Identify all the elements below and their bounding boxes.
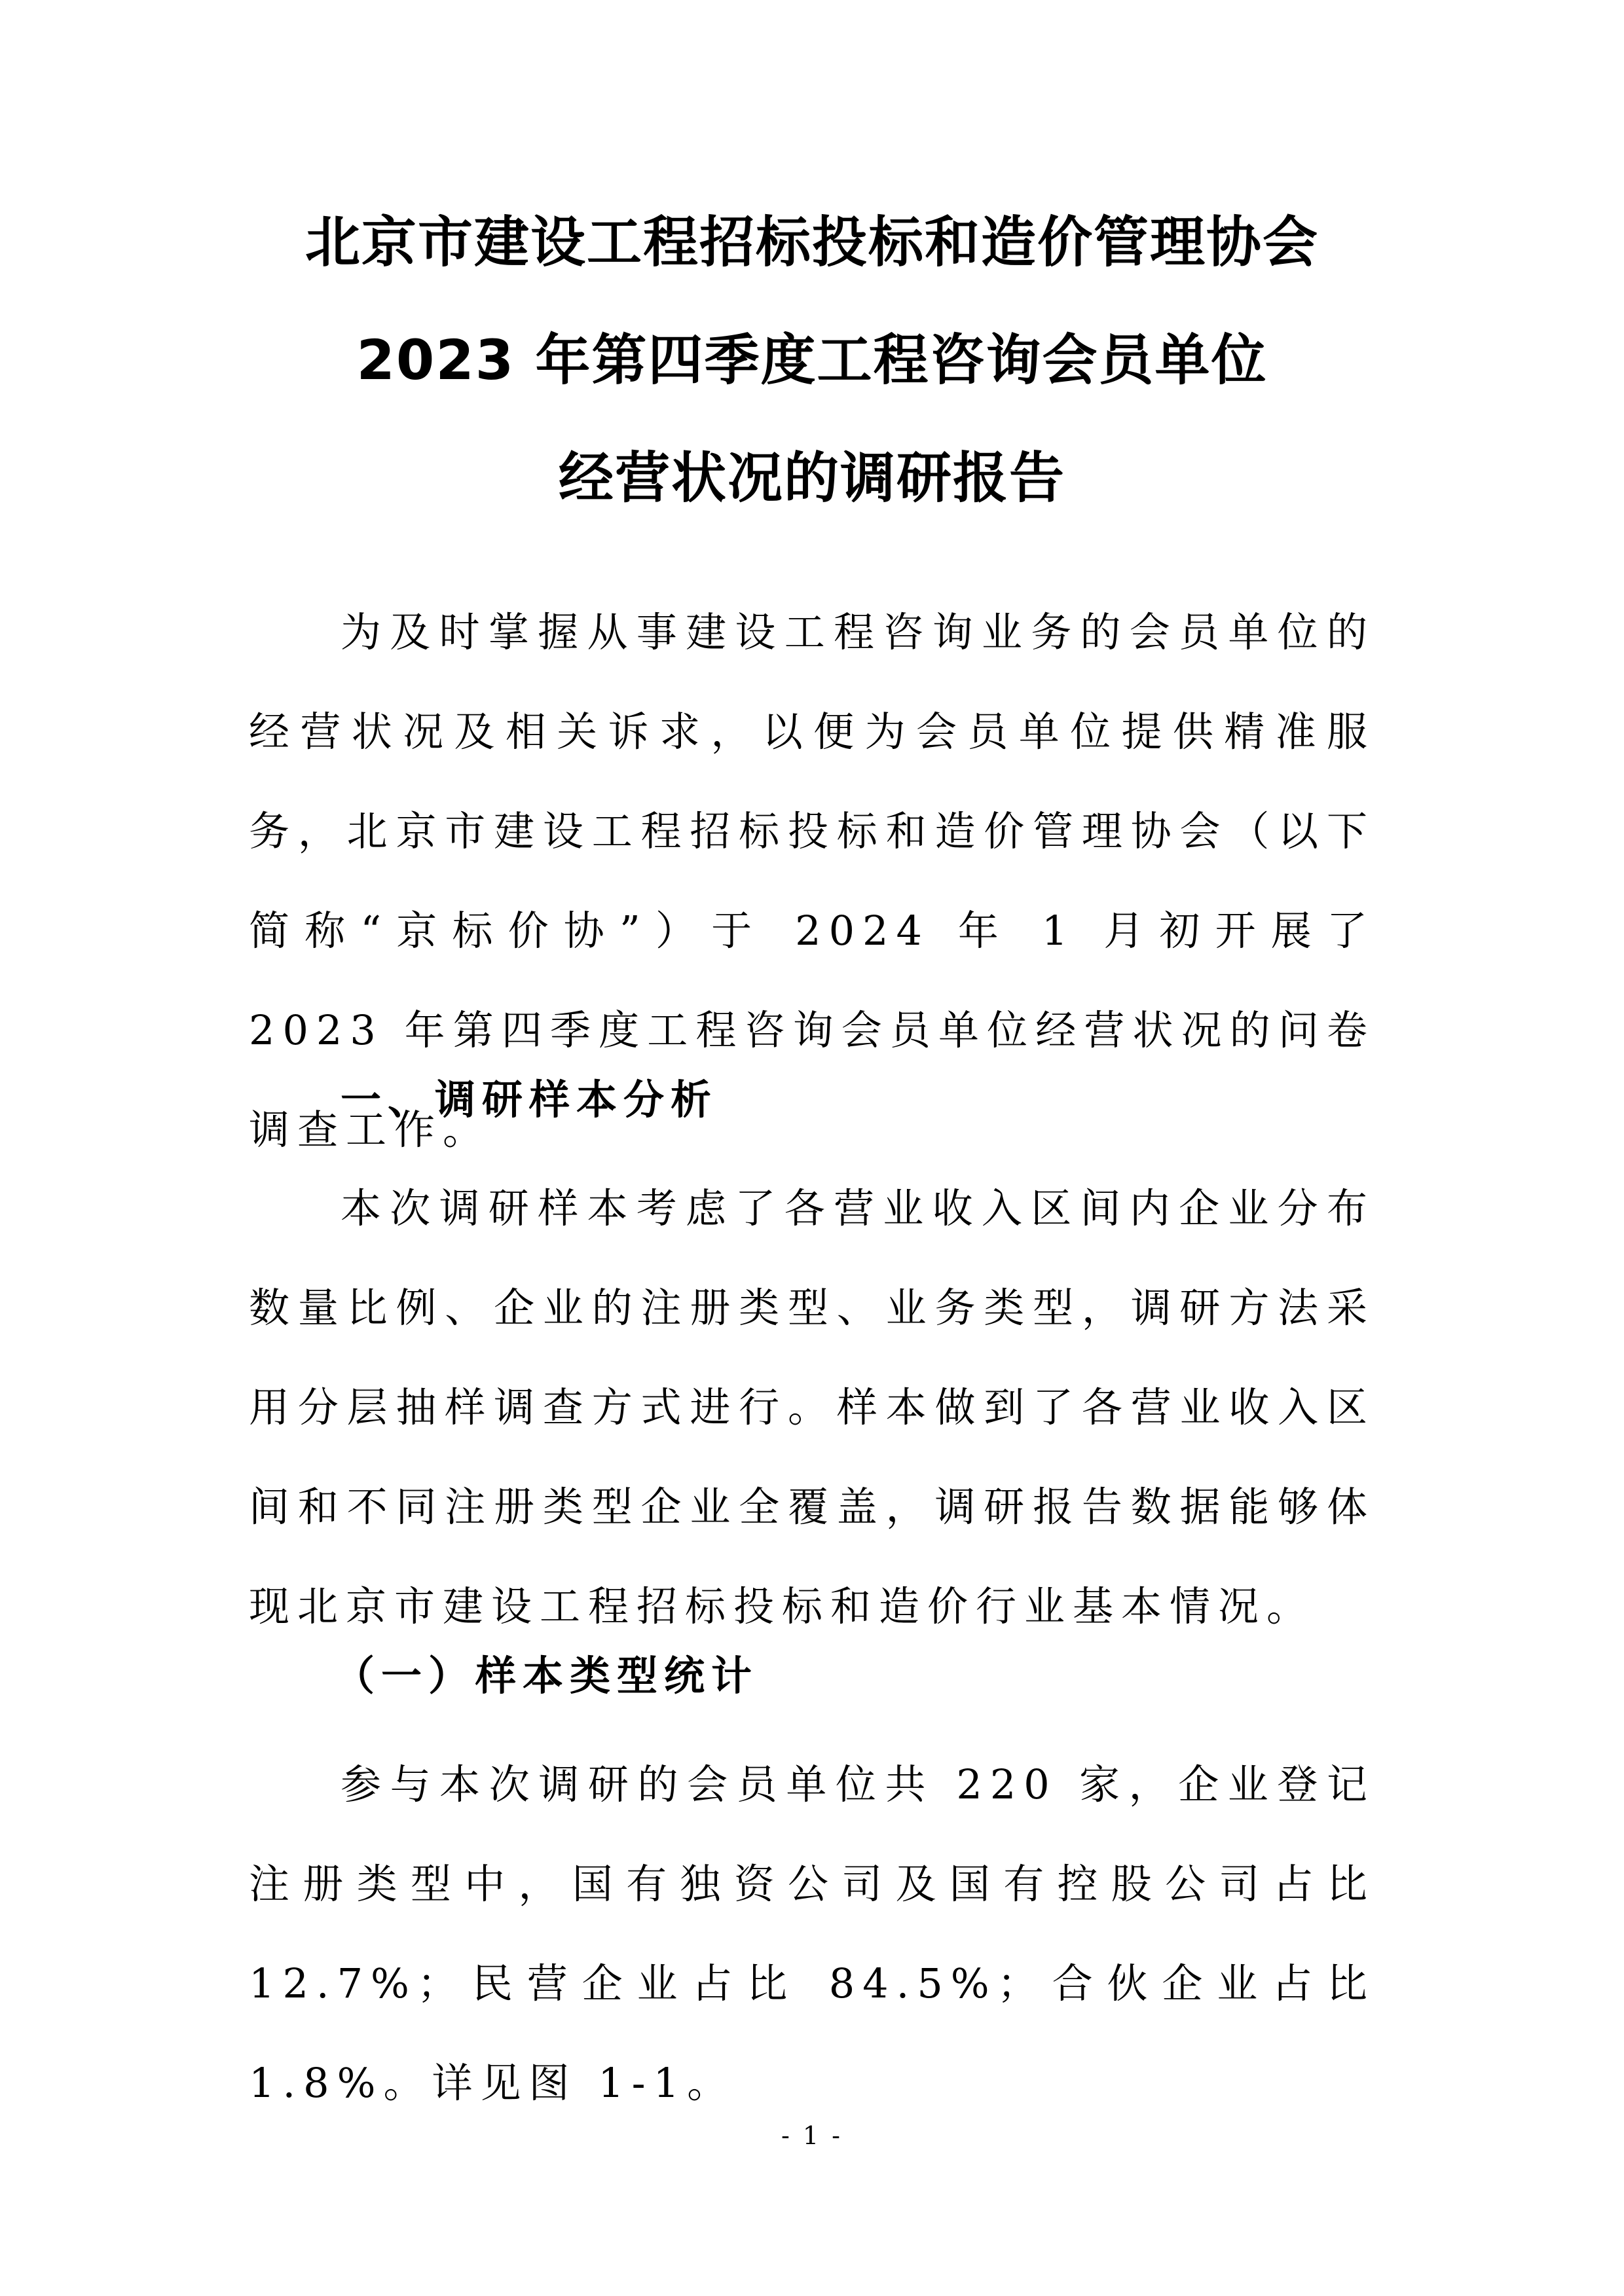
sample-analysis-paragraph: 本次调研样本考虑了各营业收入区间内企业分布数量比例、企业的注册类型、业务类型，调研方法采用分层抽样调查方式进行。样本做到了各营业收入区间和不同注册类型企业全覆盖，调研报告数据能够体现北京市建设工程招标投标和造价行业基本情况。 — [249, 1184, 1375, 1630]
title-line-2: 2023 年第四季度工程咨询会员单位 — [356, 328, 1268, 392]
page-number: - 1 - — [781, 2121, 843, 2150]
subsection-heading-sample-types: （一）样本类型统计 — [334, 1652, 759, 1700]
title-line-1: 北京市建设工程招标投标和造价管理协会 — [304, 210, 1319, 274]
section-heading-sample-analysis: 一、调研样本分析 — [341, 1076, 718, 1123]
document-title — [196, 210, 1428, 511]
intro-paragraph: 为及时掌握从事建设工程咨询业务的会员单位的经营状况及相关诉求，以便为会员单位提供精准服务，北京市建设工程招标投标和造价管理协会（以下简称“京标价协”）于 2024 年 1 月初开展了 2023 年第四季度工程咨询会员单位经营状况的问卷调查工作。 — [249, 608, 1375, 1154]
sample-types-paragraph: 参与本次调研的会员单位共 220 家，企业登记注册类型中，国有独资公司及国有控股公司占比 12.7%；民营企业占比 84.5%；合伙企业占比 1.8%。详见图 1-1。 — [249, 1760, 1375, 2107]
title-line-3: 经营状况的调研报告 — [558, 446, 1065, 510]
